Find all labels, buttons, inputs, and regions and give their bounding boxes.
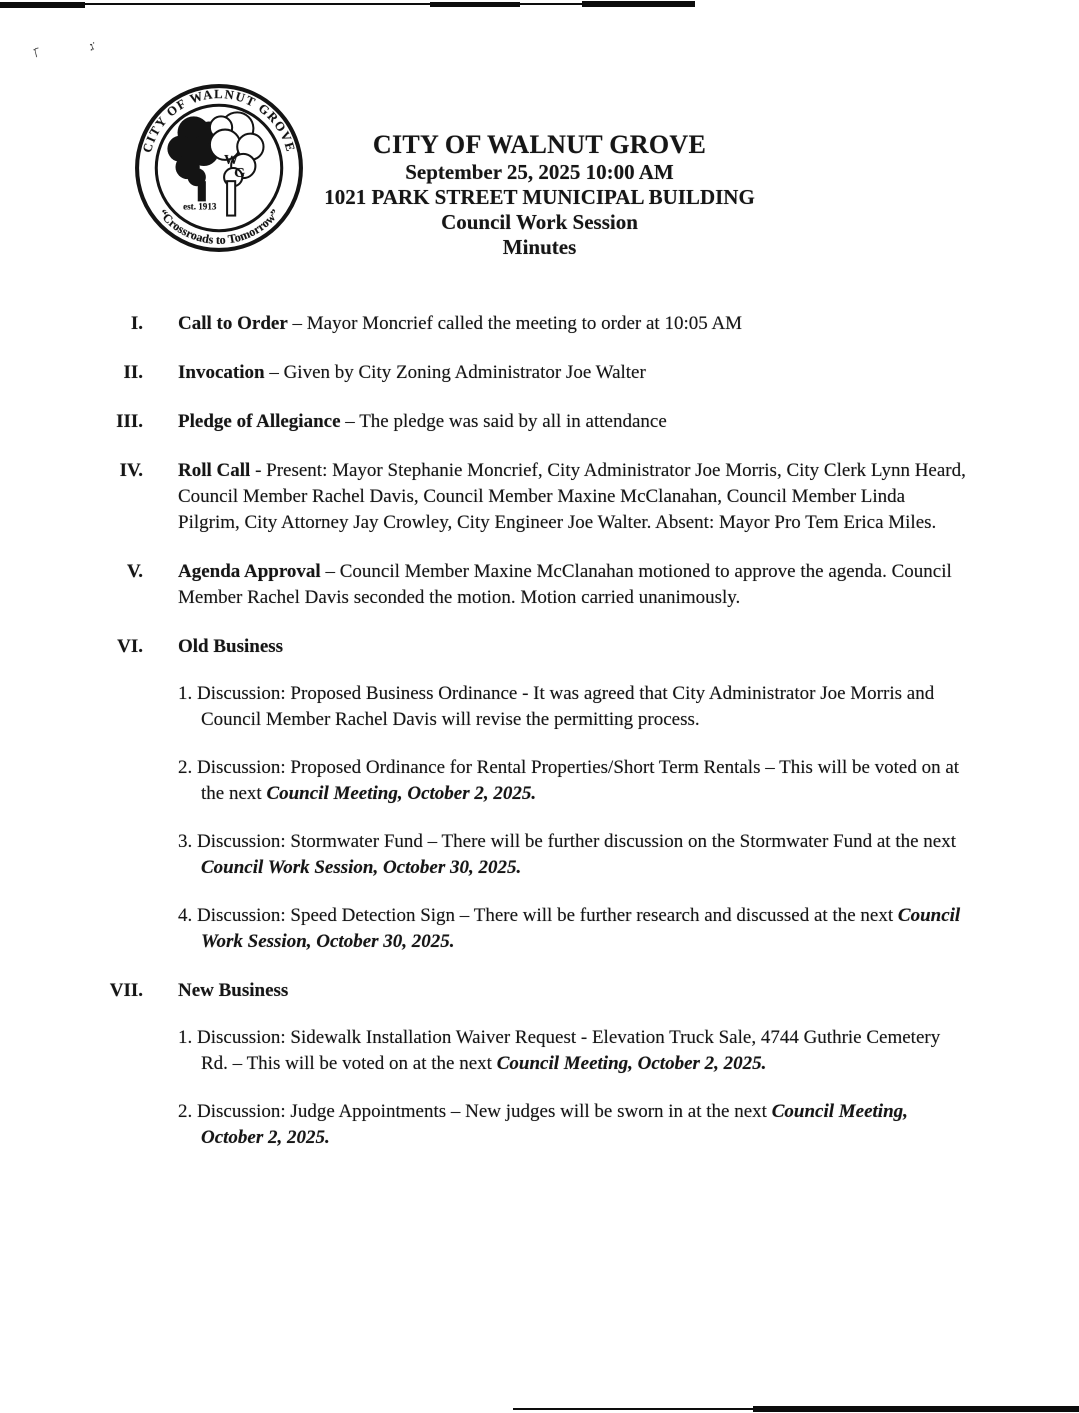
item-text: Discussion: Judge Appointments – New judges will be sworn in at the next (197, 1101, 772, 1122)
section-roll-call (100, 458, 966, 536)
item-emphasis: Council Meeting, October 2, 2025. (496, 1053, 767, 1074)
section-title: Invocation (178, 362, 265, 383)
section-body: – Council Member Maxine McClanahan motioned to approve the agenda. Council Member Rachel Davis seconded the motion. Motion carried unanimously. (178, 561, 952, 608)
section-title: Roll Call (178, 460, 251, 481)
item-number: 3. (178, 831, 193, 852)
item-text: Discussion: Stormwater Fund – There will be further discussion on the Stormwater Fund at the next (197, 831, 957, 852)
agenda-item (178, 1025, 966, 1077)
header-doctype: Minutes (502, 235, 577, 259)
section-text (178, 458, 966, 536)
agenda-item (178, 1099, 966, 1151)
section-title: Call to Order (178, 313, 288, 334)
item-emphasis: Council Work Session, October 30, 2025. (201, 905, 961, 952)
header-city-title: CITY OF WALNUT GROVE (372, 130, 707, 159)
seal-top-arc-text: CITY OF WALNUT GROVE (139, 87, 299, 155)
header-address: 1021 PARK STREET MUNICIPAL BUILDING (324, 185, 755, 209)
section-text (178, 311, 966, 337)
section-text (178, 978, 966, 1151)
section-pledge (100, 409, 966, 435)
header-session: Council Work Session (441, 210, 638, 234)
agenda-item (178, 755, 966, 807)
agenda-item (178, 681, 966, 733)
item-number: 4. (178, 905, 193, 926)
seal-bottom-arc-text: “Crossroads to Tomorrow” (155, 206, 283, 247)
item-number: 2. (178, 1101, 193, 1122)
section-title: Pledge of Allegiance (178, 411, 341, 432)
document-header (0, 129, 1079, 260)
seal-est-text: est. 1913 (183, 201, 217, 212)
seal-monogram-w: W (224, 151, 239, 168)
item-text: Discussion: Sidewalk Installation Waiver Request - Elevation Truck Sale, 4744 Guthrie Cemetery Rd. – This will be voted on at the next (197, 1027, 941, 1074)
section-new-business (100, 978, 966, 1151)
item-number: 1. (178, 1027, 193, 1048)
section-numeral: VI. (117, 636, 143, 657)
scan-smudge: ןˉ (32, 45, 40, 59)
new-business-items (178, 1025, 966, 1151)
old-business-items (178, 681, 966, 955)
scan-artifact-top (582, 1, 695, 7)
agenda-item (178, 829, 966, 881)
section-text (178, 409, 966, 435)
item-number: 2. (178, 757, 193, 778)
item-number: 1. (178, 683, 193, 704)
section-title: New Business (178, 980, 289, 1001)
header-datetime: September 25, 2025 10:00 AM (405, 160, 674, 184)
section-body: – The pledge was said by all in attendance (345, 411, 667, 432)
agenda-item (178, 903, 966, 955)
section-text (178, 360, 966, 386)
section-numeral: II. (123, 362, 143, 383)
scan-artifact-top (520, 3, 582, 5)
item-emphasis: Council Meeting, October 2, 2025. (266, 783, 537, 804)
section-old-business (100, 634, 966, 955)
section-text (178, 559, 966, 611)
section-invocation (100, 360, 966, 386)
section-body: – Given by City Zoning Administrator Joe Walter (269, 362, 646, 383)
item-text: Discussion: Speed Detection Sign – There will be further research and discussed at the next (197, 905, 898, 926)
scan-artifact-bottom (513, 1408, 753, 1410)
section-numeral: VII. (109, 980, 143, 1001)
scan-artifact-top (0, 2, 85, 8)
scan-artifact-top (85, 3, 430, 5)
seal-monogram-g: G (234, 165, 246, 182)
minutes-body (100, 311, 966, 1174)
item-text: Discussion: Proposed Business Ordinance - It was agreed that City Administrator Joe Morris and Council Member Rachel Davis will revise the permitting process. (197, 683, 935, 730)
item-emphasis: Council Work Session, October 30, 2025. (201, 857, 522, 878)
item-text: Discussion: Proposed Ordinance for Rental Properties/Short Term Rentals – This will be voted on at the next (197, 757, 960, 804)
section-text (178, 634, 966, 955)
section-body: - Present: Mayor Stephanie Moncrief, City Administrator Joe Morris, City Clerk Lynn Heard, Council Member Rachel Davis, Council Member Maxine McClanahan, Council Member Linda Pilgrim, City Attorney Jay Crowley, City Engineer Joe Walter. Absent: Mayor Pro Tem Erica Miles. (178, 460, 966, 533)
section-numeral: IV. (119, 460, 143, 481)
section-numeral: III. (116, 411, 143, 432)
section-agenda-approval (100, 559, 966, 611)
section-title: Agenda Approval (178, 561, 321, 582)
section-title: Old Business (178, 636, 284, 657)
section-call-to-order (100, 311, 966, 337)
scan-artifact-top (430, 2, 520, 7)
scan-smudge: ג˙ (88, 40, 97, 54)
section-body: – Mayor Moncrief called the meeting to order at 10:05 AM (292, 313, 743, 334)
section-numeral: I. (130, 313, 143, 334)
section-numeral: V. (126, 561, 143, 582)
item-emphasis: Council Meeting, October 2, 2025. (201, 1101, 908, 1148)
scan-artifact-bottom (753, 1406, 1079, 1412)
